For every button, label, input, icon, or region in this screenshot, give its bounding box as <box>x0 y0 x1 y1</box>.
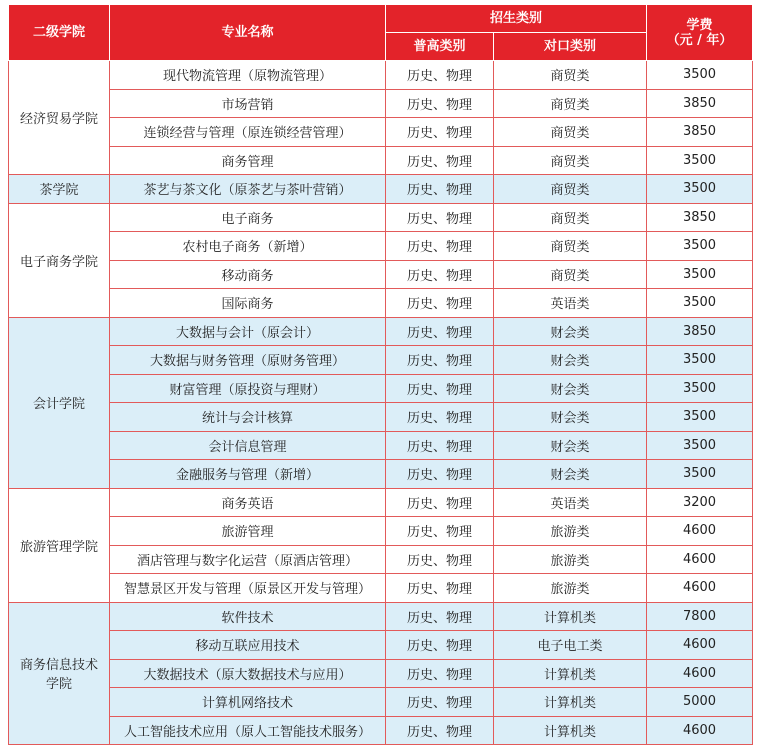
table-row <box>9 545 753 574</box>
general-category-cell: 历史、物理 <box>386 403 494 432</box>
general-category-cell: 历史、物理 <box>386 460 494 489</box>
tuition-cell: 3500 <box>647 374 753 403</box>
table-row <box>9 688 753 717</box>
major-cell: 酒店管理与数字化运营（原酒店管理） <box>110 545 386 574</box>
major-cell: 茶艺与茶文化（原茶艺与茶叶营销） <box>110 175 386 204</box>
table-row <box>9 289 753 318</box>
table-row <box>9 431 753 460</box>
general-category-cell: 历史、物理 <box>386 61 494 90</box>
header-tuition: 学费 （元 / 年） <box>647 5 753 61</box>
general-category-cell: 历史、物理 <box>386 631 494 660</box>
tuition-cell: 3500 <box>647 175 753 204</box>
header-enroll-group: 招生类别 <box>386 5 647 33</box>
table-row <box>9 631 753 660</box>
tuition-cell: 3500 <box>647 460 753 489</box>
major-cell: 商务管理 <box>110 146 386 175</box>
general-category-cell: 历史、物理 <box>386 574 494 603</box>
tuition-cell: 3500 <box>647 146 753 175</box>
table-row <box>9 517 753 546</box>
vocational-category-cell: 商贸类 <box>494 175 647 204</box>
tuition-cell: 4600 <box>647 574 753 603</box>
vocational-category-cell: 财会类 <box>494 403 647 432</box>
general-category-cell: 历史、物理 <box>386 659 494 688</box>
table-row <box>9 403 753 432</box>
vocational-category-cell: 商贸类 <box>494 118 647 147</box>
vocational-category-cell: 商贸类 <box>494 203 647 232</box>
general-category-cell: 历史、物理 <box>386 517 494 546</box>
major-cell: 智慧景区开发与管理（原景区开发与管理） <box>110 574 386 603</box>
table-body <box>9 61 753 745</box>
table-row <box>9 175 753 204</box>
major-cell: 农村电子商务（新增） <box>110 232 386 261</box>
major-cell: 人工智能技术应用（原人工智能技术服务） <box>110 716 386 745</box>
general-category-cell: 历史、物理 <box>386 146 494 175</box>
tuition-cell: 3500 <box>647 403 753 432</box>
table-row <box>9 488 753 517</box>
major-cell: 金融服务与管理（新增） <box>110 460 386 489</box>
vocational-category-cell: 商贸类 <box>494 146 647 175</box>
general-category-cell: 历史、物理 <box>386 232 494 261</box>
tuition-cell: 3850 <box>647 203 753 232</box>
general-category-cell: 历史、物理 <box>386 260 494 289</box>
table-row <box>9 232 753 261</box>
general-category-cell: 历史、物理 <box>386 488 494 517</box>
major-cell: 大数据与财务管理（原财务管理） <box>110 346 386 375</box>
table-row <box>9 61 753 90</box>
vocational-category-cell: 财会类 <box>494 374 647 403</box>
general-category-cell: 历史、物理 <box>386 431 494 460</box>
vocational-category-cell: 英语类 <box>494 289 647 318</box>
table-row <box>9 659 753 688</box>
vocational-category-cell: 商贸类 <box>494 61 647 90</box>
tuition-cell: 3500 <box>647 61 753 90</box>
major-cell: 会计信息管理 <box>110 431 386 460</box>
vocational-category-cell: 电子电工类 <box>494 631 647 660</box>
college-cell: 商务信息技术 学院 <box>9 602 110 745</box>
college-cell: 旅游管理学院 <box>9 488 110 602</box>
vocational-category-cell: 财会类 <box>494 317 647 346</box>
general-category-cell: 历史、物理 <box>386 346 494 375</box>
vocational-category-cell: 商贸类 <box>494 260 647 289</box>
tuition-cell: 4600 <box>647 716 753 745</box>
header-college: 二级学院 <box>9 5 110 61</box>
vocational-category-cell: 商贸类 <box>494 232 647 261</box>
college-cell: 经济贸易学院 <box>9 61 110 175</box>
major-cell: 计算机网络技术 <box>110 688 386 717</box>
table-row <box>9 374 753 403</box>
major-cell: 软件技术 <box>110 602 386 631</box>
table-row <box>9 574 753 603</box>
header-general: 普高类别 <box>386 33 494 61</box>
table-row <box>9 716 753 745</box>
table-row <box>9 89 753 118</box>
tuition-cell: 3500 <box>647 260 753 289</box>
major-cell: 市场营销 <box>110 89 386 118</box>
enrollment-table-container <box>8 4 752 745</box>
vocational-category-cell: 财会类 <box>494 431 647 460</box>
college-cell: 电子商务学院 <box>9 203 110 317</box>
major-cell: 财富管理（原投资与理财） <box>110 374 386 403</box>
general-category-cell: 历史、物理 <box>386 289 494 318</box>
general-category-cell: 历史、物理 <box>386 602 494 631</box>
table-row <box>9 118 753 147</box>
enrollment-table <box>8 4 753 745</box>
general-category-cell: 历史、物理 <box>386 118 494 147</box>
table-row <box>9 260 753 289</box>
vocational-category-cell: 计算机类 <box>494 716 647 745</box>
table-row <box>9 602 753 631</box>
major-cell: 国际商务 <box>110 289 386 318</box>
vocational-category-cell: 商贸类 <box>494 89 647 118</box>
vocational-category-cell: 财会类 <box>494 346 647 375</box>
tuition-cell: 4600 <box>647 659 753 688</box>
header-vocational: 对口类别 <box>494 33 647 61</box>
general-category-cell: 历史、物理 <box>386 716 494 745</box>
vocational-category-cell: 计算机类 <box>494 659 647 688</box>
general-category-cell: 历史、物理 <box>386 374 494 403</box>
major-cell: 商务英语 <box>110 488 386 517</box>
tuition-cell: 3500 <box>647 232 753 261</box>
table-row <box>9 203 753 232</box>
tuition-cell: 4600 <box>647 517 753 546</box>
table-row <box>9 460 753 489</box>
general-category-cell: 历史、物理 <box>386 203 494 232</box>
tuition-cell: 5000 <box>647 688 753 717</box>
major-cell: 现代物流管理（原物流管理） <box>110 61 386 90</box>
major-cell: 移动互联应用技术 <box>110 631 386 660</box>
tuition-cell: 3850 <box>647 89 753 118</box>
major-cell: 统计与会计核算 <box>110 403 386 432</box>
college-cell: 茶学院 <box>9 175 110 204</box>
vocational-category-cell: 计算机类 <box>494 688 647 717</box>
vocational-category-cell: 旅游类 <box>494 545 647 574</box>
table-row <box>9 346 753 375</box>
vocational-category-cell: 计算机类 <box>494 602 647 631</box>
tuition-cell: 7800 <box>647 602 753 631</box>
major-cell: 大数据与会计（原会计） <box>110 317 386 346</box>
general-category-cell: 历史、物理 <box>386 688 494 717</box>
general-category-cell: 历史、物理 <box>386 317 494 346</box>
general-category-cell: 历史、物理 <box>386 89 494 118</box>
tuition-cell: 3500 <box>647 289 753 318</box>
table-row <box>9 146 753 175</box>
major-cell: 移动商务 <box>110 260 386 289</box>
tuition-cell: 4600 <box>647 631 753 660</box>
major-cell: 旅游管理 <box>110 517 386 546</box>
tuition-cell: 3200 <box>647 488 753 517</box>
table-header <box>9 5 753 61</box>
major-cell: 连锁经营与管理（原连锁经营管理） <box>110 118 386 147</box>
tuition-cell: 3500 <box>647 346 753 375</box>
tuition-cell: 3500 <box>647 431 753 460</box>
tuition-cell: 3850 <box>647 118 753 147</box>
vocational-category-cell: 旅游类 <box>494 517 647 546</box>
major-cell: 电子商务 <box>110 203 386 232</box>
general-category-cell: 历史、物理 <box>386 175 494 204</box>
vocational-category-cell: 旅游类 <box>494 574 647 603</box>
tuition-cell: 4600 <box>647 545 753 574</box>
general-category-cell: 历史、物理 <box>386 545 494 574</box>
vocational-category-cell: 英语类 <box>494 488 647 517</box>
tuition-cell: 3850 <box>647 317 753 346</box>
header-major: 专业名称 <box>110 5 386 61</box>
college-cell: 会计学院 <box>9 317 110 488</box>
table-row <box>9 317 753 346</box>
vocational-category-cell: 财会类 <box>494 460 647 489</box>
major-cell: 大数据技术（原大数据技术与应用） <box>110 659 386 688</box>
